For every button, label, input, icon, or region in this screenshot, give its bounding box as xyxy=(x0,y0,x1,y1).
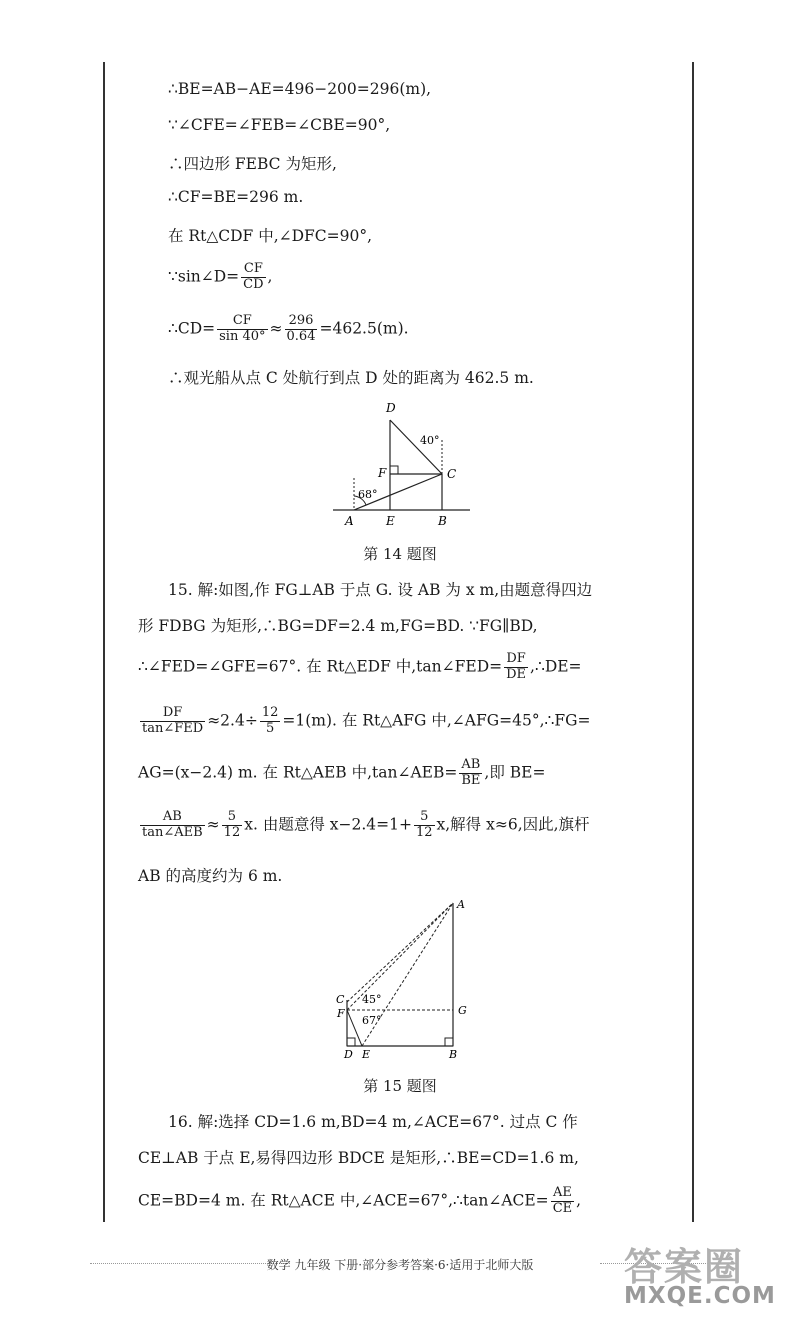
fraction: $\frac{DF}{\text{tan∠FED}}$ xyxy=(142,705,204,736)
fraction: $\frac{CF}{\sin 40^\circ}$ xyxy=(219,313,266,344)
label-D: D xyxy=(386,401,396,415)
fraction: $\frac{AB}{\text{tan∠AEB}}$ xyxy=(142,809,203,840)
fraction: $\frac{5}{12}$ xyxy=(223,809,241,840)
label-E: E xyxy=(362,1048,371,1061)
fraction: $\frac{12}{5}$ xyxy=(261,705,279,736)
label-A: A xyxy=(345,514,354,528)
watermark-url: MXQE.COM xyxy=(624,1283,776,1309)
angle-label: 45° xyxy=(362,993,382,1006)
fraction: $\frac{CF}{CD}$ xyxy=(243,261,264,292)
label-A: A xyxy=(457,898,465,911)
angle-label: 40° xyxy=(420,434,440,447)
fraction: $\frac{5}{12}$ xyxy=(415,809,433,840)
label-B: B xyxy=(438,514,447,528)
angle-label: 67° xyxy=(362,1014,382,1027)
page-footer: 数学 九年级 下册·部分参考答案·6·适用于北师大版 xyxy=(266,1258,534,1272)
label-F: F xyxy=(378,466,387,480)
figure-caption: 第 14 题图 xyxy=(363,545,437,563)
fraction: $\frac{DF}{DE}$ xyxy=(506,651,527,682)
label-C: C xyxy=(447,467,457,481)
figure-14 xyxy=(320,395,480,530)
right-margin-rule xyxy=(692,62,694,1222)
fraction: $\frac{AE}{CE}$ xyxy=(552,1185,573,1216)
right-angle-mark xyxy=(390,466,398,474)
label-G: G xyxy=(458,1004,467,1017)
label-C: C xyxy=(336,993,345,1006)
label-F: F xyxy=(337,1007,345,1020)
fraction: $\frac{AB}{BE}$ xyxy=(461,757,481,788)
watermark-logo: 答案圈 xyxy=(624,1245,745,1289)
left-margin-rule xyxy=(103,62,105,1222)
label-E: E xyxy=(386,514,395,528)
figure-15 xyxy=(330,892,475,1064)
right-angle-mark xyxy=(445,1038,453,1046)
figure-caption: 第 15 题图 xyxy=(363,1077,437,1095)
label-D: D xyxy=(344,1048,353,1061)
label-B: B xyxy=(449,1048,458,1061)
right-angle-mark xyxy=(347,1038,355,1046)
angle-label: 68° xyxy=(358,488,378,501)
fraction: $\frac{296}{0.64}$ xyxy=(286,313,316,344)
